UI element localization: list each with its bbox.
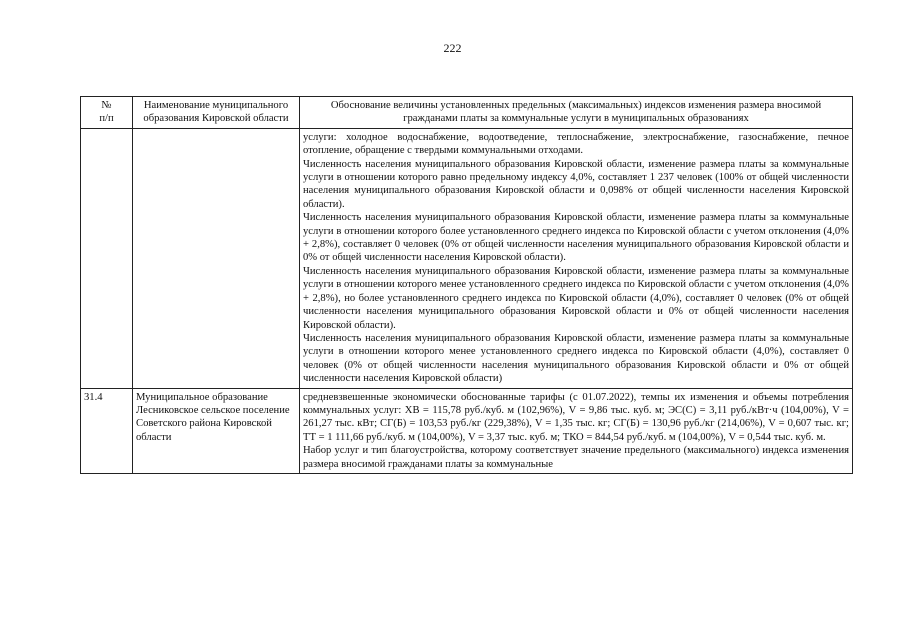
table-row — [81, 128, 853, 388]
basis-paragraph: Численность населения муниципального образования Кировской области, изменение размера платы за коммунальные услуги в отношении которого менее установленного среднего индекса по Кировской области (4,0%), составляет 0 человек (0% от общей численности населения муниципального образования Кировской области и 0% от общей численности населения Кировской области) — [303, 332, 849, 385]
page-number: 222 — [443, 41, 462, 55]
row-municipality: Муниципальное образование Лесниковское сельское поселение Советского района Кировской области — [133, 388, 300, 473]
header-municipality: Наименование муниципального образования Кировской области — [133, 97, 300, 129]
row-municipality — [133, 128, 300, 388]
basis-paragraph: средневзвешенные экономически обоснованные тарифы (с 01.07.2022), темпы их изменения и объемы потребления коммунальных услуг: ХВ = 115,78 руб./куб. м (102,96%), V = 9,86 тыс. куб. м; ЭС(С) = 3,11 руб./кВт·ч (104,00%), V = 261,27 тыс. кВт; СГ(Б) = 103,53 руб./кг (229,38%), V = 1,35 тыс. кг; СГ(Б) = 130,96 руб./кг (214,06%), V = 0,607 тыс. кг; ТТ = 1 111,66 руб./куб. м (104,00%), V = 3,37 тыс. куб. м; ТКО = 844,54 руб./куб. м (104,00%), V = 0,544 тыс. куб. м. — [303, 391, 849, 443]
header-number: № п/п — [81, 97, 133, 129]
row-number: 31.4 — [81, 388, 133, 473]
basis-paragraph: Численность населения муниципального образования Кировской области, изменение размера платы за коммунальные услуги в отношении которого более установленного среднего индекса по Кировской области с учетом отклонения (4,0% + 2,8%), составляет 0 человек (0% от общей численности населения муниципального образования Кировской области и 0% от общей численности населения Кировской области). — [303, 212, 849, 264]
tariff-table — [80, 96, 853, 474]
basis-paragraph: Численность населения муниципального образования Кировской области, изменение размера платы за коммунальные услуги в отношении которого равно предельному индексу 4,0%, составляет 1 237 человек (100% от общей численности населения муниципального образования Кировской области и 0,098% от общей численности населения Кировской области). — [303, 158, 849, 210]
table-row — [81, 388, 853, 473]
basis-paragraph: Набор услуг и тип благоустройства, которому соответствует значение предельного (максимального) индекса изменения размера вносимой гражданами платы за коммунальные — [303, 445, 849, 470]
header-basis: Обоснование величины установленных предельных (максимальных) индексов изменения размера вносимой гражданами платы за коммунальные услуги в муниципальных образованиях — [300, 97, 853, 129]
basis-paragraph: Численность населения муниципального образования Кировской области, изменение размера платы за коммунальные услуги в отношении которого менее установленного среднего индекса по Кировской области с учетом отклонения (4,0% + 2,8%), но более установленного среднего индекса по Кировской области (4,0%), составляет 0 человек (0% от общей численности населения муниципального образования Кировской области и 0% от общей численности населения Кировской области). — [303, 265, 849, 331]
row-basis — [300, 388, 853, 473]
row-number — [81, 128, 133, 388]
basis-paragraph: услуги: холодное водоснабжение, водоотведение, теплоснабжение, электроснабжение, газоснабжение, печное отопление, обращение с твердыми коммунальными отходами. — [303, 131, 849, 157]
table-header-row — [81, 97, 853, 129]
row-basis — [300, 128, 853, 388]
